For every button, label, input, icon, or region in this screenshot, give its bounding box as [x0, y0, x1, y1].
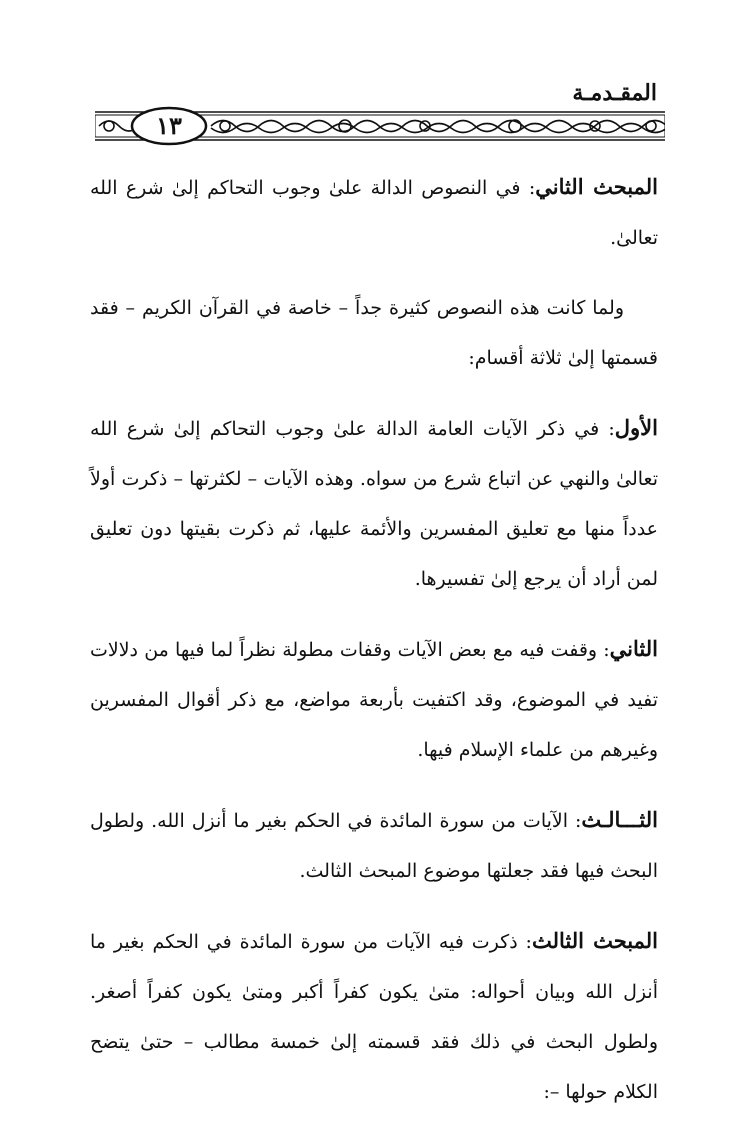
paragraph-lead: الثاني [609, 636, 658, 661]
paragraph-lead: المبحث الثالث [531, 928, 658, 953]
body-text [90, 162, 658, 1137]
paragraph-first-part [90, 403, 658, 604]
paragraph-second-part [90, 624, 658, 775]
paragraph-text: : في ذكر الآيات العامة الدالة علىٰ وجوب التحاكم إلىٰ شرع الله تعالىٰ والنهي عن اتباع شرع من سواه. وهذه الآيات – لكثرتها – ذكرت أولاً عدداً منها مع تعليق المفسرين والأئمة عليها، ثم ذكرت بقيتها دون تعليق لمن أراد أن يرجع إلىٰ تفسيرها. [90, 418, 658, 590]
paragraph-text: : ذكرت فيه الآيات من سورة المائدة في الحكم بغير ما أنزل الله وبيان أحواله: متىٰ يكون كفراً أكبر ومتىٰ يكون كفراً أصغر. ولطول البحث في ذلك فقد قسمته إلىٰ خمسة مطالب – حتىٰ يتضح الكلام حولها –: [90, 931, 658, 1103]
paragraph-lead: المبحث الثاني [535, 174, 658, 199]
paragraph-text: ولما كانت هذه النصوص كثيرة جداً – خاصة في القرآن الكريم – فقد قسمتها إلىٰ ثلاثة أقسام: [90, 297, 658, 369]
paragraph-section-three [90, 916, 658, 1117]
page-number: ١٣ [156, 111, 182, 140]
paragraph-lead: الأول [614, 415, 658, 440]
paragraph-text: : وقفت فيه مع بعض الآيات وقفات مطولة نظراً لما فيها من دلالات تفيد في الموضوع، وقد اكتفيت بأربعة مواضع، مع ذكر أقوال المفسرين وغيرهم من علماء الإسلام فيها. [90, 639, 658, 761]
paragraph-section-two [90, 162, 658, 263]
paragraph-lead: الثـــالـث [581, 807, 658, 832]
paragraph-text: : في النصوص الدالة علىٰ وجوب التحاكم إلىٰ شرع الله تعالىٰ. [90, 177, 658, 249]
paragraph-third-part [90, 795, 658, 896]
paragraph-intro [90, 283, 658, 383]
paragraph-text: : الآيات من سورة المائدة في الحكم بغير ما أنزل الله. ولطول البحث فيها فقد جعلتها موضوع المبحث الثالث. [90, 810, 658, 882]
running-title: المقـدمـة [572, 80, 657, 106]
